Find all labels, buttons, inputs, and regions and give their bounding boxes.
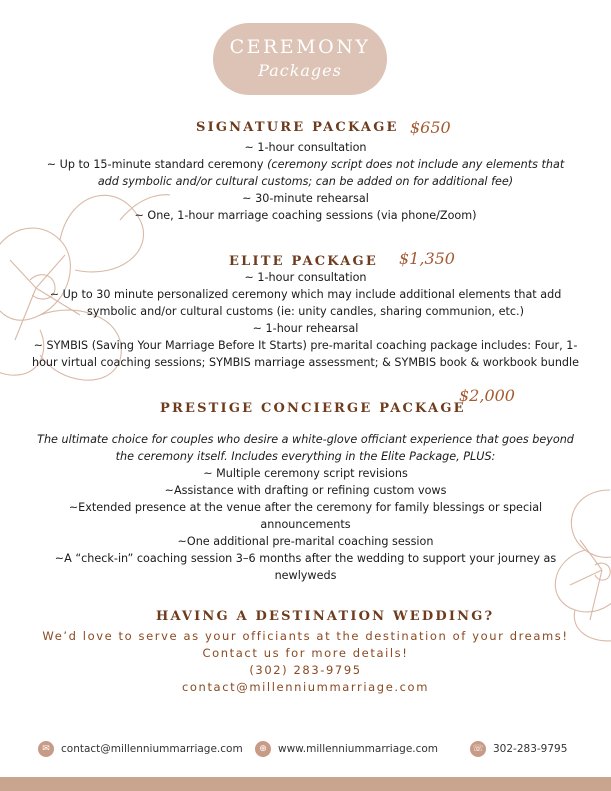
prestige-line-2 bbox=[20, 448, 591, 465]
elite-line-5: ~ SYMBIS (Saving Your Marriage Before It Starts) pre-marital coaching package includes: Four, 1- bbox=[33, 339, 578, 352]
destination-email[interactable]: contact@millenniummarriage.com bbox=[182, 680, 429, 694]
header-title: CEREMONY bbox=[229, 36, 371, 58]
prestige-line-3: ~ Multiple ceremony script revisions bbox=[203, 467, 408, 480]
footer-accent-bar bbox=[0, 777, 611, 791]
signature-line-2-text: ~ Up to 15-minute standard ceremony bbox=[46, 158, 268, 171]
elite-line-4: ~ 1-hour rehearsal bbox=[252, 322, 359, 335]
destination-line-1: We’d love to serve as your officiants at the destination of your dreams! bbox=[42, 629, 569, 643]
footer-website-text[interactable]: www.millenniummarriage.com bbox=[278, 743, 439, 755]
prestige-line-6: announcements bbox=[260, 518, 351, 531]
elite-line-2: ~ Up to 30 minute personalized ceremony which may include additional elements that add bbox=[49, 288, 562, 301]
prestige-line-5: ~Extended presence at the venue after the ceremony for family blessings or special bbox=[68, 501, 543, 514]
elite-line-6: hour virtual coaching sessions; SYMBIS marriage assessment; & SYMBIS book & workbook bundle bbox=[31, 356, 580, 369]
signature-line-3-italic: add symbolic and/or cultural customs; can be added on for additional fee) bbox=[97, 175, 514, 188]
mail-icon: ✉ bbox=[38, 741, 54, 757]
signature-line-5: ~ One, 1-hour marriage coaching sessions (via phone/Zoom) bbox=[134, 209, 477, 222]
footer-email-text[interactable]: contact@millenniummarriage.com bbox=[61, 743, 243, 755]
signature-line-4: ~ 30-minute rehearsal bbox=[242, 192, 369, 205]
prestige-package-price: $2,000 bbox=[459, 386, 515, 405]
signature-package-price: $650 bbox=[410, 118, 451, 137]
prestige-line-1 bbox=[20, 431, 591, 448]
signature-package-heading: SIGNATURE PACKAGE bbox=[196, 120, 399, 135]
prestige-line-1-italic: The ultimate choice for couples who desire a white-glove officiant experience that goes beyond bbox=[37, 433, 574, 446]
signature-line-3 bbox=[20, 173, 591, 190]
elite-package-price: $1,350 bbox=[399, 249, 455, 268]
destination-heading: HAVING A DESTINATION WEDDING? bbox=[156, 609, 495, 624]
footer-email[interactable] bbox=[38, 740, 243, 758]
elite-line-3: symbolic and/or cultural customs (ie: unity candles, sharing communion, etc.) bbox=[87, 305, 524, 318]
footer-phone-text[interactable]: 302-283-9795 bbox=[493, 743, 568, 755]
signature-line-1: ~ 1-hour consultation bbox=[244, 141, 367, 154]
elite-package-heading: ELITE PACKAGE bbox=[229, 254, 378, 269]
prestige-line-8: ~A “check-in” coaching session 3–6 months after the wedding to support your journey as bbox=[54, 552, 557, 565]
destination-phone: (302) 283-9795 bbox=[249, 663, 362, 677]
prestige-line-2-italic: the ceremony itself. Includes everything in the Elite Package, PLUS: bbox=[115, 450, 496, 463]
prestige-line-7: ~One additional pre-marital coaching session bbox=[177, 535, 434, 548]
prestige-line-9: newlyweds bbox=[274, 569, 337, 582]
elite-line-1: ~ 1-hour consultation bbox=[244, 271, 367, 284]
signature-line-2-italic: (ceremony script does not include any elements that bbox=[267, 158, 565, 171]
phone-icon: ☏ bbox=[470, 741, 486, 757]
footer-phone[interactable] bbox=[470, 740, 567, 758]
prestige-package-heading: PRESTIGE CONCIERGE PACKAGE bbox=[160, 401, 466, 416]
globe-icon: ⊕ bbox=[255, 741, 271, 757]
destination-line-2: Contact us for more details! bbox=[202, 646, 409, 660]
prestige-line-4: ~Assistance with drafting or refining custom vows bbox=[164, 484, 447, 497]
header-subtitle: Packages bbox=[258, 61, 342, 80]
signature-line-2 bbox=[20, 156, 591, 173]
footer-website[interactable] bbox=[255, 740, 438, 758]
header-badge bbox=[213, 23, 387, 95]
